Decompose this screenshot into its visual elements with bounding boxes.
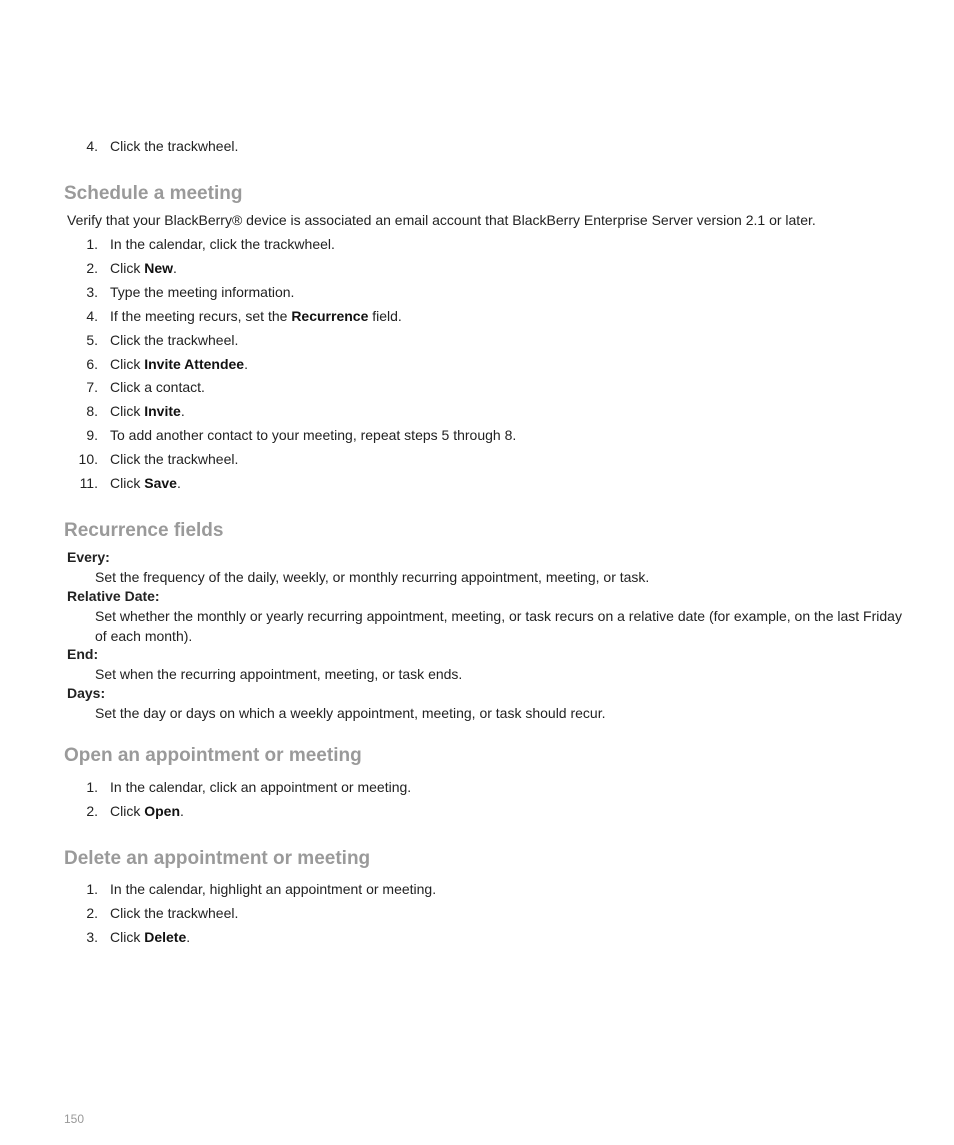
- step-text: Click Open.: [110, 803, 184, 819]
- field-term: Every:: [67, 549, 110, 565]
- prerequisite-text: Verify that your BlackBerry® device is associated an email account that BlackBerry Enterprise Server version 2.1 or later.: [67, 212, 816, 228]
- step-text: Click a contact.: [110, 379, 205, 396]
- field-term: End:: [67, 646, 99, 662]
- field-definition: Set the frequency of the daily, weekly, or monthly recurring appointment, meeting, or task.: [95, 569, 650, 585]
- ui-element-name: New: [144, 259, 174, 276]
- ui-element-name: Delete: [144, 929, 187, 945]
- section-title-schedule-meeting: Schedule a meeting: [64, 183, 243, 204]
- step-number: 4.: [86, 307, 98, 324]
- step-number: 8.: [86, 403, 98, 420]
- step-text: Click the trackwheel.: [110, 331, 239, 348]
- step-text: Type the meeting information.: [110, 283, 295, 300]
- step-number: 5.: [86, 331, 98, 348]
- step-number: 9.: [86, 427, 98, 444]
- step-number: 3.: [86, 283, 98, 300]
- step-number: 6.: [86, 355, 98, 372]
- ui-element-name: Invite Attendee: [144, 355, 245, 372]
- step-number: 1.: [86, 236, 98, 252]
- step-text: Click the trackwheel.: [110, 905, 239, 921]
- step-number: 1.: [86, 779, 98, 795]
- section-title-open-appointment: Open an appointment or meeting: [64, 745, 362, 766]
- field-term: Days:: [67, 685, 106, 701]
- step-text: Click Save.: [110, 475, 181, 491]
- field-term: Relative Date:: [67, 588, 160, 604]
- ui-element-name: Open: [144, 803, 181, 819]
- step-number: 2.: [86, 803, 98, 819]
- step-number: 11.: [79, 475, 98, 491]
- step-number: 4.: [86, 138, 98, 154]
- field-definition: Set the day or days on which a weekly appointment, meeting, or task should recur.: [95, 705, 606, 721]
- step-text: Click the trackwheel.: [110, 451, 239, 468]
- step-text: Click the trackwheel.: [110, 138, 239, 154]
- step-text: In the calendar, highlight an appointment or meeting.: [110, 881, 437, 897]
- ui-element-name: Save: [144, 475, 177, 491]
- step-number: 10.: [78, 451, 98, 468]
- field-definition: Set when the recurring appointment, meeting, or task ends.: [95, 666, 463, 682]
- ui-element-name: Recurrence: [291, 307, 369, 324]
- step-text: If the meeting recurs, set the Recurrence field.: [110, 307, 402, 324]
- step-text: Click Delete.: [110, 929, 191, 945]
- step-text: Click Invite Attendee.: [110, 355, 248, 372]
- section-title-delete-appointment: Delete an appointment or meeting: [64, 848, 371, 869]
- ui-element-name: Invite: [144, 403, 181, 420]
- step-number: 2.: [86, 905, 98, 921]
- page-number: 150: [64, 1112, 85, 1126]
- step-text: Click Invite.: [110, 403, 185, 420]
- step-text: To add another contact to your meeting, repeat steps 5 through 8.: [110, 427, 517, 444]
- step-number: 3.: [86, 929, 98, 945]
- step-number: 7.: [86, 379, 98, 396]
- step-number: 2.: [86, 259, 98, 276]
- step-text: In the calendar, click the trackwheel.: [110, 236, 335, 252]
- field-definition: of each month).: [95, 628, 193, 644]
- step-number: 1.: [86, 881, 98, 897]
- section-title-recurrence-fields: Recurrence fields: [64, 520, 224, 541]
- step-text: Click New.: [110, 259, 177, 276]
- field-definition: Set whether the monthly or yearly recurring appointment, meeting, or task recurs on a relative date (for example, on the last Friday: [95, 608, 902, 624]
- step-text: In the calendar, click an appointment or meeting.: [110, 779, 412, 795]
